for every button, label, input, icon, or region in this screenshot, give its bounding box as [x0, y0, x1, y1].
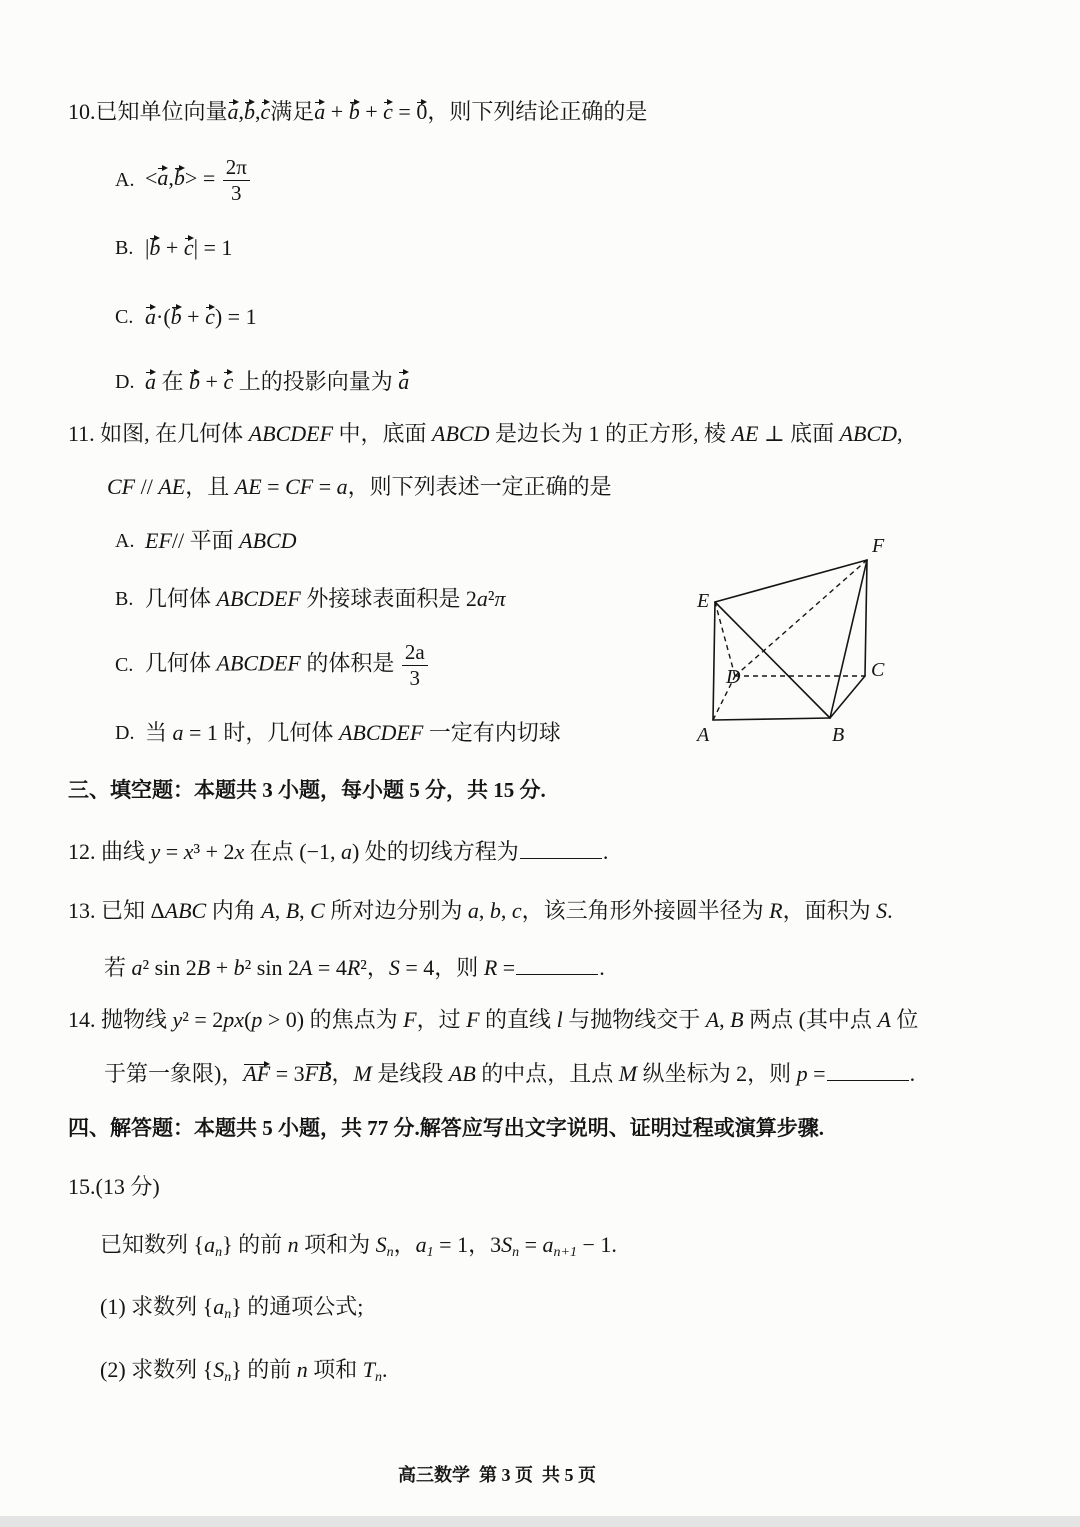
math-symbol: p [796, 1061, 808, 1086]
math-symbol: C [310, 898, 325, 923]
polyhedron-figure [690, 530, 905, 755]
q14-stem-line2 [104, 1059, 915, 1089]
option-label: D. [115, 371, 135, 393]
text-segment: } 的前 [231, 1357, 297, 1382]
text-segment: ⊥ 底面 [758, 421, 840, 446]
text-segment: } 的前 [222, 1232, 288, 1257]
fraction-numerator: 2a [402, 640, 428, 666]
text-segment: 所对边分别为 [324, 898, 468, 923]
math-symbol: B [285, 898, 300, 923]
text-segment: ) 处的切线方程为 [351, 839, 519, 864]
text-segment: = [497, 955, 516, 980]
text-segment: . [602, 839, 609, 864]
math-symbol: ABC [164, 898, 207, 923]
subscript: n+1 [553, 1245, 577, 1260]
answer-blank [516, 956, 598, 975]
vertex-label-f: F [872, 535, 885, 557]
q10-stem [68, 97, 647, 127]
text-segment: + [325, 99, 349, 124]
text-segment: 14. 抛物线 [68, 1007, 173, 1032]
option-text [145, 640, 430, 691]
fraction-denominator: 3 [409, 665, 421, 690]
subscript: n [224, 1307, 232, 1322]
text-segment: , [478, 898, 490, 923]
math-symbol: y [172, 1007, 183, 1032]
q15-heading: 15.(13 分) [68, 1174, 160, 1199]
text-segment: . [887, 898, 893, 923]
math-symbol: ABCD [839, 421, 898, 446]
subscript: n [386, 1245, 394, 1260]
vector-symbol: b [189, 369, 201, 394]
text-segment: // 平面 [171, 528, 240, 553]
answer-blank [520, 840, 602, 859]
text-segment: 中，底面 [333, 421, 433, 446]
subscript: n [224, 1370, 232, 1385]
text-segment: , [168, 165, 174, 191]
math-symbol: ABCDEF [216, 586, 301, 611]
text-segment: 是边长为 1 的正方形, 棱 [489, 421, 732, 446]
math-symbol: n [296, 1357, 308, 1382]
text-segment: 若 [104, 955, 132, 980]
text-segment: , [500, 898, 512, 923]
text-segment: 几何体 [145, 586, 217, 611]
text-segment: ，且 [185, 474, 235, 499]
math-symbol: F [403, 1007, 417, 1032]
subscript: n [215, 1245, 223, 1260]
math-symbol: b [233, 955, 245, 980]
q14-stem-line1 [68, 1005, 918, 1035]
math-symbol: c [511, 898, 522, 923]
text-segment: 一定有内切球 [423, 720, 561, 745]
text-segment: 12. 曲线 [68, 839, 151, 864]
math-symbol: a [204, 1232, 216, 1257]
text-segment: ， [393, 1232, 416, 1257]
edge-ab [713, 718, 830, 720]
edge-df-hidden [735, 560, 867, 676]
math-symbol: EF [145, 528, 172, 553]
vector-symbol: a [157, 165, 169, 191]
math-symbol: y [150, 839, 161, 864]
math-symbol: CF [107, 474, 136, 499]
q11-option-b [115, 584, 506, 614]
math-symbol: AE [158, 474, 186, 499]
text-segment: = [807, 1061, 826, 1086]
text-segment: , [238, 99, 245, 124]
math-symbol: p [251, 1007, 263, 1032]
text-segment: 于第一象限)， [104, 1061, 244, 1086]
q10-option-c [115, 302, 257, 332]
text-segment: ，面积为 [782, 898, 877, 923]
scan-edge [0, 1516, 1080, 1527]
subscript: n [375, 1370, 383, 1385]
text-segment: 当 [145, 720, 173, 745]
text-segment: , [897, 421, 903, 446]
text-segment: ，该三角形外接圆半径为 [521, 898, 770, 923]
math-symbol: CF [285, 474, 314, 499]
math-symbol: ABCD [432, 421, 490, 446]
text-segment: = 4，则 [399, 955, 484, 980]
option-text [145, 233, 232, 263]
text-segment: ，过 [416, 1007, 467, 1032]
text-segment: 在点 (−1, [244, 839, 341, 864]
text-segment: , [719, 1007, 731, 1032]
vector-symbol: c [383, 99, 393, 124]
page-footer: 高三数学 第 3 页 共 5 页 [398, 1465, 596, 1485]
math-symbol: n [287, 1232, 299, 1257]
text-segment: // [135, 474, 159, 499]
math-symbol: M [618, 1061, 638, 1086]
vector-symbol: b [173, 165, 185, 191]
option-text [145, 718, 561, 748]
edge-fb [830, 560, 867, 718]
math-symbol: S [501, 1232, 513, 1257]
math-symbol: A [877, 1007, 891, 1032]
text-segment: (2) 求数列 { [100, 1357, 214, 1382]
text-segment: 位 [890, 1007, 919, 1032]
text-segment: = 3 [270, 1061, 305, 1086]
q10-option-b [115, 233, 232, 263]
edge-eb [715, 602, 830, 718]
text-segment: 与抛物线交于 [562, 1007, 706, 1032]
math-symbol: A [298, 955, 313, 980]
q15-part1 [100, 1292, 363, 1322]
text-segment: 内角 [206, 898, 262, 923]
math-symbol: A [261, 898, 275, 923]
math-symbol: A [705, 1007, 720, 1032]
math-symbol: a [131, 955, 143, 980]
text-segment: 两点 (其中点 [743, 1007, 878, 1032]
text-segment: } 的通项公式; [231, 1294, 364, 1319]
math-symbol: F [466, 1007, 480, 1032]
text-segment: + [160, 235, 184, 260]
q11-stem-line1 [68, 419, 903, 449]
vector-symbol: b [170, 304, 182, 329]
text-segment: = [313, 474, 337, 499]
math-symbol: a [172, 720, 184, 745]
text-segment: ³ + 2 [193, 839, 235, 864]
option-text [145, 155, 252, 206]
text-segment: + [181, 304, 206, 329]
text-segment: ，则下列表述一定正确的是 [347, 474, 612, 499]
q12-stem [68, 837, 608, 867]
math-symbol: S [213, 1357, 225, 1382]
vertex-label-e: E [697, 590, 710, 612]
text-segment: ( [244, 1007, 252, 1032]
q15-stem [100, 1230, 617, 1260]
text-segment: = 1，3 [433, 1232, 502, 1257]
text-segment: 13. 已知 Δ [68, 898, 165, 923]
text-segment: 外接球表面积是 2 [300, 586, 477, 611]
subscript: 1 [426, 1245, 434, 1260]
text-segment: = 4 [312, 955, 347, 980]
vector-symbol: b [348, 99, 360, 124]
vector-symbol: b [244, 99, 256, 124]
text-segment: 几何体 [145, 650, 217, 676]
text-segment: 10.已知单位向量 [68, 99, 228, 124]
text-segment: 满足 [270, 99, 315, 124]
q13-stem-line2 [104, 953, 605, 983]
math-symbol: AB [448, 1061, 476, 1086]
text-segment: ² sin 2 [142, 955, 197, 980]
vector-symbol: a [314, 99, 326, 124]
math-symbol: R [483, 955, 498, 980]
math-symbol: ABCD [239, 528, 297, 553]
q11-stem-line2 [107, 472, 612, 502]
math-symbol: ABCDEF [338, 720, 424, 745]
text-segment: = 1 时，几何体 [183, 720, 339, 745]
vertex-label-a: A [697, 724, 710, 746]
math-symbol: R [346, 955, 361, 980]
vector-symbol: a [145, 369, 156, 394]
text-segment: 的中点，且点 [475, 1061, 619, 1086]
vector-symbol: 0 [416, 99, 428, 124]
math-symbol: M [353, 1061, 372, 1086]
text-segment: ²， [360, 955, 389, 980]
text-segment: 11. 如图, 在几何体 [68, 421, 249, 446]
option-label: B. [115, 588, 134, 610]
text-segment: − 1. [576, 1232, 617, 1257]
math-symbol: S [388, 955, 400, 980]
text-segment: 的直线 [479, 1007, 557, 1032]
text-segment: ·( [156, 304, 171, 329]
text-segment: < [145, 165, 158, 191]
text-segment: 项和 [307, 1357, 363, 1382]
text-segment: ， [331, 1061, 354, 1086]
math-symbol: π [494, 586, 506, 611]
text-segment: 已知数列 { [100, 1232, 205, 1257]
text-segment: = [519, 1232, 543, 1257]
text-segment: | [145, 235, 150, 260]
q13-stem-line1 [68, 896, 893, 926]
vector-symbol: FB [304, 1061, 332, 1086]
text-segment: + [200, 369, 224, 394]
math-symbol: x [183, 839, 194, 864]
math-symbol: B [730, 1007, 744, 1032]
edge-fc [865, 560, 867, 676]
text-segment: 的体积是 [300, 650, 400, 676]
vertex-label-c: C [871, 659, 885, 681]
option-label: C. [115, 306, 134, 328]
option-label: B. [115, 237, 134, 259]
math-symbol: a [476, 586, 488, 611]
math-symbol: ABCDEF [248, 421, 334, 446]
text-segment: | = 1 [193, 235, 233, 260]
text-segment: = [261, 474, 286, 499]
math-symbol: a [415, 1232, 427, 1257]
q11-option-d [115, 718, 561, 748]
section-solution-heading: 四、解答题：本题共 5 小题，共 77 分.解答应写出文字说明、证明过程或演算步骤. [68, 1116, 824, 1140]
option-text [145, 526, 297, 556]
text-segment: . [909, 1061, 916, 1086]
vector-symbol: a [398, 369, 410, 394]
vertex-label-b: B [832, 724, 845, 746]
math-symbol: b [489, 898, 501, 923]
text-segment: ) = 1 [214, 304, 257, 329]
vector-symbol: a [227, 99, 239, 124]
text-segment: , [299, 898, 311, 923]
math-symbol: a [467, 898, 479, 923]
text-segment: = [160, 839, 184, 864]
text-segment: . [382, 1357, 388, 1382]
math-symbol: a [213, 1294, 225, 1319]
option-label: A. [115, 530, 135, 552]
math-symbol: S [876, 898, 888, 923]
text-segment: + [210, 955, 234, 980]
text-segment: ² = 2 [182, 1007, 224, 1032]
q11-option-c [115, 635, 430, 695]
text-segment: + [359, 99, 384, 124]
q10-option-a [115, 150, 252, 210]
answer-blank [827, 1062, 909, 1081]
vector-symbol: c [183, 235, 194, 260]
text-segment: ² sin 2 [244, 955, 299, 980]
section-fill-in-heading: 三、填空题：本题共 3 小题，每小题 5 分，共 15 分. [68, 778, 546, 802]
math-symbol: T [362, 1357, 376, 1382]
math-symbol: AE [234, 474, 262, 499]
text-segment: > 0) 的焦点为 [262, 1007, 404, 1032]
subscript: n [512, 1245, 520, 1260]
vector-symbol: c [223, 369, 234, 394]
math-symbol: a [336, 474, 348, 499]
option-label: D. [115, 722, 135, 744]
math-symbol: a [542, 1232, 554, 1257]
text-segment: = [392, 99, 417, 124]
text-segment: 在 [156, 369, 190, 394]
math-symbol: B [196, 955, 211, 980]
option-text [145, 584, 506, 614]
math-symbol: ABCDEF [216, 650, 301, 676]
fraction-numerator: 2π [223, 155, 250, 181]
text-segment: 项和为 [298, 1232, 376, 1257]
fraction-denominator: 3 [231, 180, 242, 205]
option-text [145, 367, 409, 397]
q10-option-d [115, 367, 409, 397]
text-segment: > = [184, 165, 221, 191]
text-segment: 纵坐标为 2，则 [637, 1061, 797, 1086]
math-symbol: S [375, 1232, 387, 1257]
vertex-label-d: D [726, 666, 741, 688]
math-symbol: a [340, 839, 352, 864]
vector-symbol: c [205, 304, 215, 329]
q11-option-a [115, 526, 297, 556]
fraction [223, 155, 250, 206]
text-segment: . [599, 955, 605, 980]
text-segment: ² [487, 586, 495, 611]
math-symbol: x [234, 839, 245, 864]
text-segment: 上的投影向量为 [233, 369, 399, 394]
edge-ae [713, 602, 715, 720]
vector-symbol: b [149, 235, 161, 260]
edge-ef [715, 560, 867, 602]
vector-symbol: AF [243, 1061, 271, 1086]
vector-symbol: c [260, 99, 271, 124]
text-segment: (1) 求数列 { [100, 1294, 214, 1319]
math-symbol: px [223, 1007, 245, 1032]
text-segment: , [255, 99, 261, 124]
text-segment: , [274, 898, 286, 923]
option-text [145, 302, 257, 332]
option-label: A. [115, 169, 135, 191]
option-label: C. [115, 654, 134, 676]
math-symbol: AE [731, 421, 759, 446]
math-symbol: l [556, 1007, 563, 1032]
text-segment: 是线段 [371, 1061, 449, 1086]
q15-part2 [100, 1355, 388, 1385]
vector-symbol: a [145, 304, 156, 329]
text-segment: ，则下列结论正确的是 [427, 99, 648, 124]
fraction [402, 640, 428, 691]
math-symbol: R [769, 898, 783, 923]
